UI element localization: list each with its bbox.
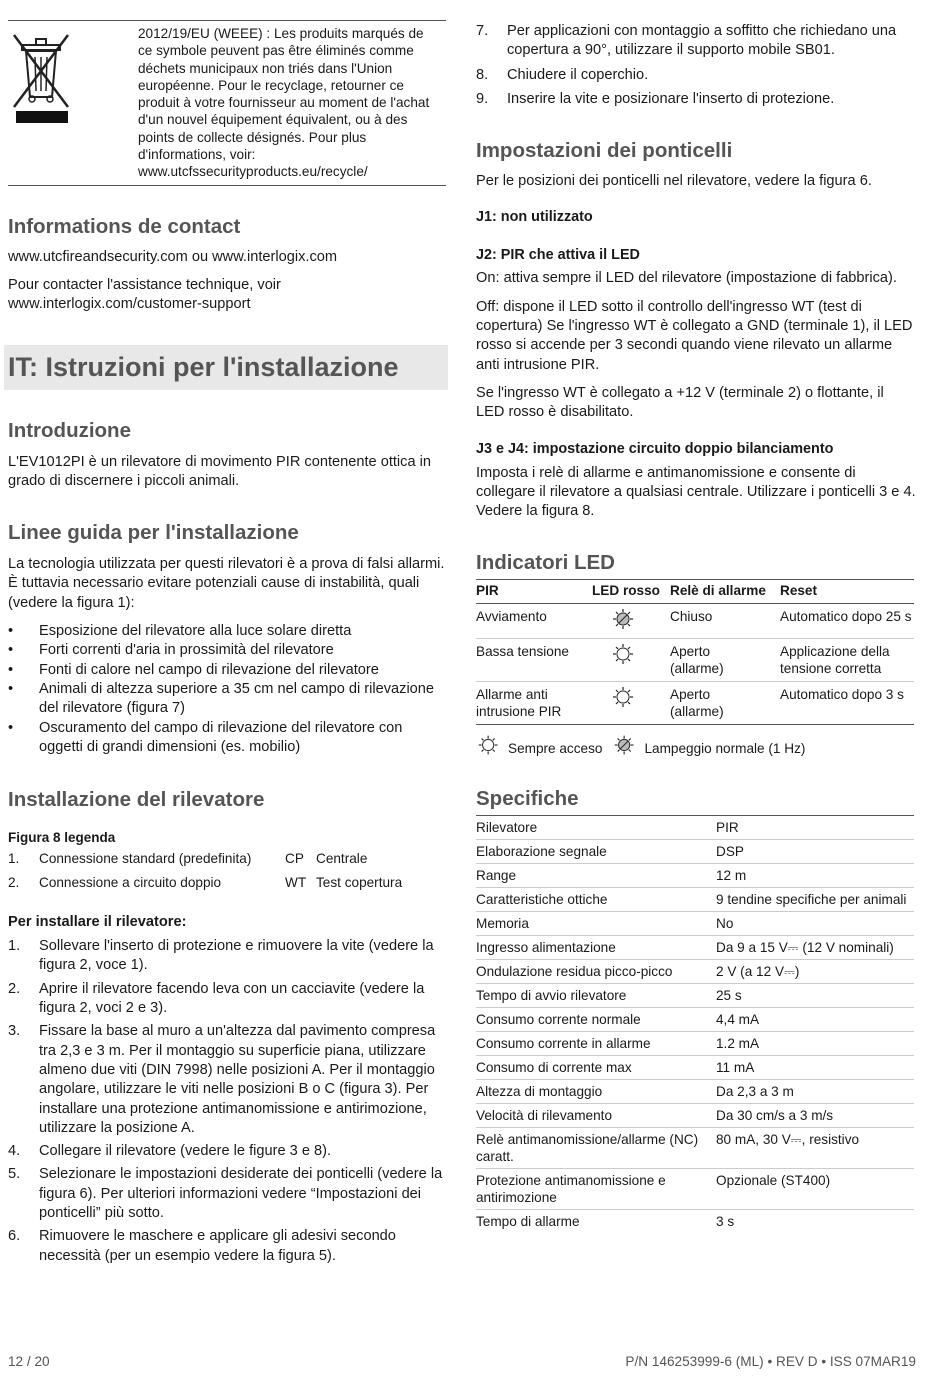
specs-heading: Specifiche [476,787,579,811]
table-row [8,875,402,899]
weee-text: 2012/19/EU (WEEE) : Les produits marqués de ce symbole peuvent pas être éliminés comme déchets municipaux non triés dans l'Union européenne. Pour le recyclage, retourner ce produit à votre fournisseur au moment de l'achat d'un nouvel équipement équivalent, ou à des points de collecte désignés. Pour plus d'informations, voir: www.utcfssecurityproducts.eu/recycle/ [138,26,430,180]
spec-value: PIR [716,816,914,840]
spec-value: 80 mA, 30 V⎓, resistivo [716,1128,914,1169]
step-number: 7. [476,23,489,39]
spec-key: Elaborazione segnale [476,840,716,864]
table-header-row [476,580,914,604]
list-item [476,22,916,61]
right-column [476,0,916,1233]
step-text: Chiudere il coperchio. [507,66,649,83]
table-row [476,1169,914,1210]
list-item: • Esposizione del rilevatore alla luce solare diretta [8,622,448,641]
j2-off-text: Off: dispone il LED sotto il controllo dell'ingresso WT (test di copertura) Se l'ingresso WT è collegato a GND (terminale 1), il LED rosso si accende per 3 secondi quando viene rilevato un allarme anti intrusione PIR. [476,298,913,373]
list-item [476,66,916,85]
step-text: Inserire la vite e posizionare l'inserto di protezione. [507,90,835,107]
weee-notice [8,20,446,186]
step-number: 4. [8,1143,21,1160]
part-number: P/N 146253999-6 (ML) • REV D • ISS 07MAR19 [625,1354,916,1369]
legend-num: 2. [8,875,20,891]
spec-key: Altezza di montaggio [476,1080,716,1104]
list-item: • Animali di altezza superiore a 35 cm nel campo di rilevazione del rilevatore (figura 7) [8,680,448,719]
table-row [476,1032,914,1056]
legend-text: Connessione a circuito doppio [39,875,222,891]
steps-title: Per installare il rilevatore: [8,914,187,931]
spec-key: Rilevatore [476,816,716,840]
table-row [476,1056,914,1080]
specs-table [476,815,914,1233]
spec-value: 1.2 mA [716,1032,914,1056]
spec-key: Caratteristiche ottiche [476,888,716,912]
spec-value: Da 9 a 15 V⎓ (12 V nominali) [716,936,914,960]
led-blink-icon [592,604,670,639]
j34-label: J3 e J4: impostazione circuito doppio bilanciamento [476,440,834,457]
table-row [476,936,914,960]
installation-heading: Installazione del rilevatore [8,788,265,812]
guidelines-heading: Linee guida per l'installazione [8,521,299,545]
step-text: Collegare il rilevatore (vedere le figure 3 e 8). [39,1143,332,1160]
j34-text: Imposta i relè di allarme e antimanomissione e consente di collegare il rilevatore a qualsiasi centrale. Utilizzare i ponticelli 3 e 4. Vedere la figura 8. [476,464,916,520]
j2-float-text: Se l'ingresso WT è collegato a +12 V (terminale 2) o flottante, il LED rosso è disabilitato. [476,384,884,421]
step-text: Aprire il rilevatore facendo leva con un cacciavite (vedere la figura 2, voci 2 e 3). [39,980,425,1017]
led-cell-reset: Automatico dopo 3 s [780,682,914,725]
led-on-icon [592,639,670,682]
step-number: 2. [8,980,21,997]
table-row [476,1080,914,1104]
spec-key: Ondulazione residua picco-picco [476,960,716,984]
led-cell-reset: Applicazione della tensione corretta [780,639,914,682]
list-item: • Oscuramento del campo di rilevazione del rilevatore con oggetti di grandi dimensioni (es. mobilio) [8,719,448,758]
led-cell-pir: Avviamento [476,604,592,639]
table-row [476,639,914,682]
spec-key: Consumo corrente normale [476,1008,716,1032]
led-cell-relay: Aperto (allarme) [670,639,780,682]
step-text: Selezionare le impostazioni desiderate dei ponticelli (vedere la figura 6). Per ulteriori informazioni vedere “Impostazioni dei ponticelli” più sotto. [39,1166,443,1221]
contact-heading: Informations de contact [8,214,241,238]
legend-abbr: WT [285,875,307,891]
spec-value: No [716,912,914,936]
led-cell-reset: Automatico dopo 25 s [780,604,914,639]
spec-value: Opzionale (ST400) [716,1169,914,1210]
table-row [476,912,914,936]
spec-value: 25 s [716,984,914,1008]
spec-key: Consumo di corrente max [476,1056,716,1080]
step-number: 5. [8,1166,21,1183]
spec-key: Range [476,864,716,888]
list-item [8,937,448,976]
spec-value: 12 m [716,864,914,888]
table-row [476,984,914,1008]
contact-websites: www.utcfireandsecurity.com ou www.interlogix.com [8,248,338,265]
language-banner [4,345,448,390]
j2-on-text: On: attiva sempre il LED del rilevatore (impostazione di fabbrica). [476,270,897,287]
list-item [8,1022,448,1138]
column-header: Relè di allarme [670,580,780,604]
jumpers-text: Per le posizioni dei ponticelli nel rilevatore, vedere la figura 6. [476,173,872,190]
table-row [476,864,914,888]
spec-value: DSP [716,840,914,864]
step-text: Fissare la base al muro a un'altezza dal pavimento compresa tra 2,3 e 3 m. Per il montaggio su superficie piana, utilizzare almeno due viti (DIN 7998) nelle posizioni A. Per il montaggio angolare, utilizzare le viti nelle posizioni B o C (figura 3). Per installare una protezione antimanomissione e antirimozione, utilizzare la posizione A. [39,1023,436,1136]
spec-value: 3 s [716,1210,914,1234]
spec-key: Ingresso alimentazione [476,936,716,960]
legend-text: Connessione standard (predefinita) [39,851,252,867]
spec-value: Da 30 cm/s a 3 m/s [716,1104,914,1128]
column-header: Reset [780,580,914,604]
led-cell-pir: Allarme anti intrusione PIR [476,682,592,725]
legend-num: 1. [8,851,20,867]
led-cell-pir: Bassa tensione [476,639,592,682]
guidelines-text: La tecnologia utilizzata per questi rilevatori è a prova di falsi allarmi. È tuttavia necessario evitare potenziali cause di instabilità, quali (vedere la figura 1): [8,556,445,611]
legend-meaning: Test copertura [316,875,403,891]
led-blink-icon [612,733,640,757]
table-row [476,1210,914,1234]
spec-key: Memoria [476,912,716,936]
figure-legend-title: Figura 8 legenda [8,830,116,846]
spec-key: Tempo di allarme [476,1210,716,1234]
table-row [476,1008,914,1032]
table-row [476,888,914,912]
led-heading: Indicatori LED [476,551,615,575]
spec-value: 9 tendine specifiche per animali [716,888,914,912]
led-on-icon [592,682,670,725]
led-legend [476,733,916,757]
spec-value: 2 V (a 12 V⎓) [716,960,914,984]
step-text: Rimuovere le maschere e applicare gli adesivi secondo necessità (per un esempio vedere la figura 5). [39,1228,396,1264]
guidelines-list [8,622,448,757]
step-number: 8. [476,66,489,83]
table-row [476,840,914,864]
spec-value: 4,4 mA [716,1008,914,1032]
led-cell-relay: Chiuso [670,604,780,639]
table-row [476,604,914,639]
list-item [476,90,916,109]
spec-key: Velocità di rilevamento [476,1104,716,1128]
list-item: • Fonti di calore nel campo di rilevazione del rilevatore [8,661,448,680]
jumpers-heading: Impostazioni dei ponticelli [476,139,733,163]
install-steps-continued [476,22,916,109]
intro-text: L'EV1012PI è un rilevatore di movimento PIR contenente ottica in grado di discernere i piccoli animali. [8,453,432,489]
table-row [476,1128,914,1169]
legend-blink: Lampeggio normale (1 Hz) [644,740,806,756]
step-number: 6. [8,1228,21,1245]
j1-label: J1: non utilizzato [476,209,593,226]
figure-legend-table [8,851,402,899]
step-number: 1. [8,938,21,955]
list-item [8,980,448,1019]
list-item [8,1227,448,1266]
step-number: 9. [476,90,489,107]
intro-heading: Introduzione [8,418,131,442]
crossed-bin-icon [8,25,138,181]
led-table [476,579,914,725]
list-item [8,1142,448,1161]
step-number: 3. [8,1023,21,1040]
legend-abbr: CP [285,851,304,867]
table-row [476,682,914,725]
legend-always-on: Sempre acceso [508,740,603,756]
step-text: Per applicazioni con montaggio a soffitto che richiedano una copertura a 90°, utilizzare il supporto mobile SB01. [507,23,897,59]
spec-value: Da 2,3 a 3 m [716,1080,914,1104]
page-number: 12 / 20 [8,1354,50,1369]
spec-value: 11 mA [716,1056,914,1080]
column-header: PIR [476,580,592,604]
j2-label: J2: PIR che attiva il LED [476,247,640,264]
table-row [476,960,914,984]
legend-meaning: Centrale [316,851,368,867]
list-item [8,1165,448,1223]
spec-key: Relè antimanomissione/allarme (NC) caratt. [476,1128,716,1169]
left-column [8,0,448,1266]
spec-key: Protezione antimanomissione e antirimozione [476,1169,716,1210]
table-row [476,1104,914,1128]
step-text: Sollevare l'inserto di protezione e rimuovere la vite (vedere la figura 2, voce 1). [39,938,434,974]
led-cell-relay: Aperto (allarme) [670,682,780,725]
banner-title: IT: Istruzioni per l'installazione [8,351,399,382]
spec-key: Tempo di avvio rilevatore [476,984,716,1008]
list-item: • Forti correnti d'aria in prossimità del rilevatore [8,641,448,660]
table-row [476,816,914,840]
column-header: LED rosso [592,580,670,604]
table-row [8,851,402,875]
spec-key: Consumo corrente in allarme [476,1032,716,1056]
install-steps [8,937,448,1266]
led-on-icon [476,733,504,757]
contact-support: Pour contacter l'assistance technique, voir www.interlogix.com/customer-support [8,276,281,313]
